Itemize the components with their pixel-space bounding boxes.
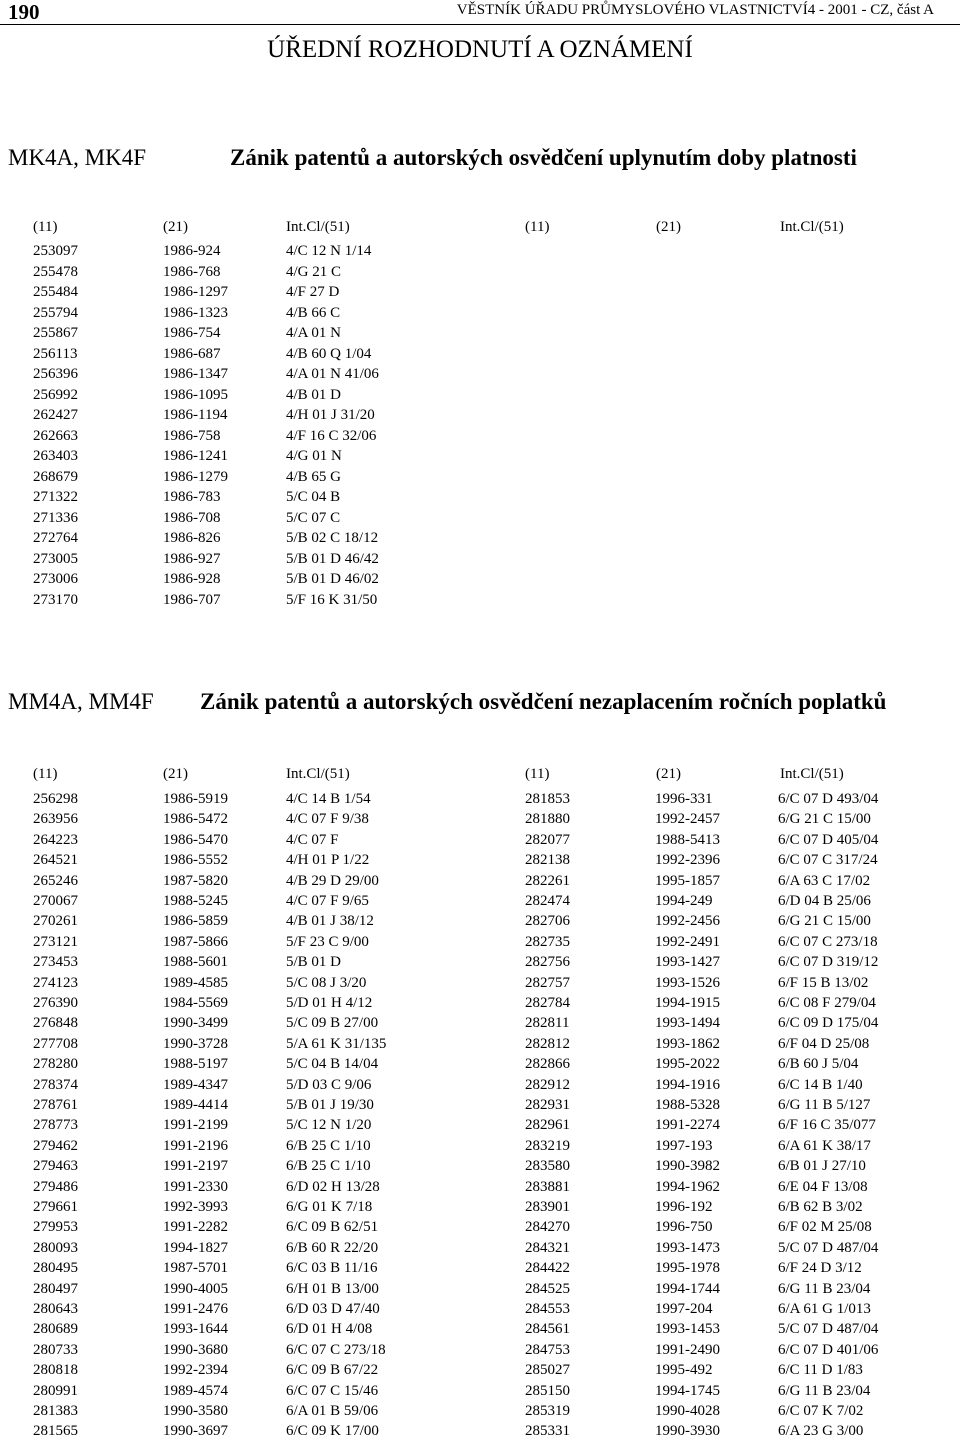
classification: 4/C 07 F 9/65 [286, 893, 369, 909]
classification: 6/C 09 K 17/00 [286, 1423, 379, 1440]
classification: 6/C 07 C 317/24 [778, 852, 878, 869]
patent-number: 271336 [33, 509, 78, 526]
patent-number: 282812 [525, 1035, 570, 1052]
classification: 6/C 03 B 11/16 [286, 1260, 378, 1277]
application-number: 1991-2274 [655, 1117, 720, 1134]
classification: 4/B 01 D [286, 386, 342, 403]
patent-number: 273121 [33, 933, 78, 950]
patent-number: 264521 [33, 852, 78, 869]
classification: 4/G 01 N [286, 448, 342, 464]
patent-number: 276390 [33, 995, 78, 1011]
application-number: 1990-3697 [163, 1423, 228, 1440]
patent-number: 278761 [33, 1097, 78, 1113]
patent-number: 253097 [33, 243, 78, 259]
classification: 6/C 07 D 493/04 [778, 791, 879, 807]
application-number: 1986-783 [163, 489, 221, 505]
application-number: 1995-1978 [655, 1260, 720, 1277]
patent-number: 282912 [525, 1076, 570, 1093]
application-number: 1993-1427 [655, 954, 720, 971]
patent-number: 278374 [33, 1076, 78, 1093]
patent-number: 273453 [33, 954, 78, 971]
application-number: 1986-5552 [163, 852, 228, 869]
patent-number: 285150 [525, 1382, 570, 1399]
patent-number: 263403 [33, 448, 78, 464]
classification: 4/H 01 P 1/22 [286, 852, 370, 869]
classification: 5/F 23 C 9/00 [286, 933, 369, 950]
patent-number: 283219 [525, 1137, 570, 1154]
classification: 4/B 29 D 29/00 [286, 872, 379, 889]
patent-number: 282757 [525, 974, 570, 991]
section2-left-header-11: (11) [33, 766, 58, 782]
patent-number: 255794 [33, 304, 78, 321]
classification: 5/C 04 B [286, 489, 341, 505]
classification: 6/C 09 B 62/51 [286, 1219, 379, 1236]
classification: 6/H 01 B 13/00 [286, 1280, 379, 1297]
patent-number: 282474 [525, 893, 570, 909]
application-number: 1994-1915 [655, 995, 720, 1011]
patent-number: 282931 [525, 1097, 570, 1113]
application-number: 1989-4585 [163, 974, 228, 991]
application-number: 1993-1526 [655, 974, 720, 991]
classification: 6/F 02 M 25/08 [778, 1219, 872, 1236]
application-number: 1989-4414 [163, 1097, 228, 1113]
patent-number: 255484 [33, 284, 78, 300]
classification: 6/B 60 J 5/04 [778, 1056, 859, 1073]
page-header [0, 0, 960, 24]
application-number: 1986-1194 [163, 407, 228, 423]
patent-number: 268679 [33, 468, 78, 485]
application-number: 1987-5866 [163, 933, 228, 950]
application-number: 1986-5470 [163, 831, 228, 848]
patent-number: 282811 [525, 1015, 570, 1032]
patent-number: 281565 [33, 1423, 78, 1440]
classification: 4/H 01 J 31/20 [286, 407, 375, 423]
classification: 6/F 16 C 35/077 [778, 1117, 876, 1134]
application-number: 1994-1745 [655, 1382, 720, 1399]
section2-left-header-51: Int.Cl/(51) [286, 766, 350, 782]
classification: 6/C 09 D 175/04 [778, 1015, 879, 1032]
classification: 6/A 61 K 38/17 [778, 1137, 871, 1154]
application-number: 1992-2457 [655, 811, 720, 828]
patent-number: 277708 [33, 1035, 78, 1052]
patent-number: 282784 [525, 995, 570, 1011]
classification: 5/F 16 K 31/50 [286, 591, 378, 608]
application-number: 1986-708 [163, 509, 221, 526]
application-number: 1990-3930 [655, 1423, 720, 1440]
patent-number: 281383 [33, 1403, 78, 1419]
classification: 6/C 07 K 7/02 [778, 1403, 864, 1419]
classification: 6/G 21 C 15/00 [778, 913, 871, 930]
classification: 6/B 62 B 3/02 [778, 1199, 863, 1215]
application-number: 1994-249 [655, 893, 713, 909]
patent-number: 274123 [33, 974, 78, 991]
application-number: 1992-2456 [655, 913, 720, 930]
classification: 6/B 60 R 22/20 [286, 1239, 379, 1256]
application-number: 1986-924 [163, 243, 221, 259]
section2-title: Zánik patentů a autorských osvědčení nezaplacením ročních poplatků [200, 689, 887, 714]
patent-number: 270261 [33, 913, 78, 930]
patent-number: 262427 [33, 407, 78, 423]
application-number: 1986-707 [163, 591, 221, 608]
classification: 6/G 21 C 15/00 [778, 811, 871, 828]
classification: 6/F 15 B 13/02 [778, 974, 869, 991]
application-number: 1986-758 [163, 427, 221, 444]
patent-number: 255867 [33, 325, 78, 341]
application-number: 1986-768 [163, 263, 221, 280]
classification: 6/A 61 G 1/013 [778, 1301, 871, 1317]
application-number: 1987-5820 [163, 872, 228, 889]
classification: 5/B 01 D 46/02 [286, 571, 379, 587]
patent-number: 279486 [33, 1178, 78, 1195]
application-number: 1995-2022 [655, 1056, 720, 1073]
application-number: 1994-1916 [655, 1076, 720, 1093]
patent-number: 281853 [525, 791, 570, 807]
section1-right-header-51: Int.Cl/(51) [780, 219, 844, 235]
section1-left-header-51: Int.Cl/(51) [286, 219, 350, 235]
patent-number: 282706 [525, 913, 570, 930]
patent-number: 270067 [33, 893, 78, 909]
section1-title: Zánik patentů a autorských osvědčení uplynutím doby platnosti [230, 145, 857, 170]
classification: 5/C 07 D 487/04 [778, 1321, 879, 1338]
application-number: 1988-5413 [655, 831, 720, 848]
patent-number: 280733 [33, 1341, 78, 1358]
patent-number: 284525 [525, 1280, 570, 1297]
classification: 5/C 08 J 3/20 [286, 974, 367, 991]
patent-number: 282138 [525, 852, 570, 869]
application-number: 1990-4028 [655, 1403, 720, 1419]
patent-number: 278773 [33, 1117, 78, 1134]
classification: 6/G 01 K 7/18 [286, 1199, 373, 1215]
patent-number: 255478 [33, 263, 78, 280]
patent-number: 264223 [33, 831, 78, 848]
application-number: 1986-1241 [163, 448, 228, 464]
patent-number: 280991 [33, 1382, 78, 1399]
classification: 6/C 07 C 273/18 [286, 1341, 386, 1358]
application-number: 1986-1347 [163, 366, 228, 382]
classification: 6/F 04 D 25/08 [778, 1035, 870, 1052]
application-number: 1986-5919 [163, 791, 228, 807]
application-number: 1995-492 [655, 1362, 713, 1379]
patent-number: 282261 [525, 872, 570, 889]
classification: 5/C 07 C [286, 509, 341, 526]
classification: 4/A 01 N 41/06 [286, 366, 379, 382]
patent-number: 280689 [33, 1321, 78, 1338]
application-number: 1986-687 [163, 345, 221, 362]
application-number: 1996-192 [655, 1199, 713, 1215]
classification: 6/A 63 C 17/02 [778, 872, 871, 889]
application-number: 1992-2394 [163, 1362, 228, 1379]
application-number: 1991-2196 [163, 1137, 228, 1154]
classification: 6/C 07 D 401/06 [778, 1341, 879, 1358]
application-number: 1989-4347 [163, 1076, 228, 1093]
classification: 5/D 03 C 9/06 [286, 1076, 372, 1093]
classification: 6/B 25 C 1/10 [286, 1137, 371, 1154]
classification: 4/F 16 C 32/06 [286, 427, 377, 444]
page-number: 190 [8, 0, 40, 24]
patent-number: 271322 [33, 489, 78, 505]
patent-number: 284422 [525, 1260, 570, 1277]
classification: 5/A 61 K 31/135 [286, 1035, 387, 1052]
application-number: 1993-1494 [655, 1015, 720, 1032]
patent-number: 262663 [33, 427, 78, 444]
classification: 6/F 24 D 3/12 [778, 1260, 862, 1277]
patent-number: 285319 [525, 1403, 570, 1419]
patent-number: 284321 [525, 1239, 570, 1256]
application-number: 1984-5569 [163, 995, 228, 1011]
section2-right-header-51: Int.Cl/(51) [780, 766, 844, 782]
classification: 5/B 01 D [286, 954, 342, 971]
patent-number: 280643 [33, 1301, 78, 1317]
application-number: 1993-1453 [655, 1321, 720, 1338]
application-number: 1986-928 [163, 571, 221, 587]
application-number: 1991-2282 [163, 1219, 228, 1236]
classification: 6/D 02 H 13/28 [286, 1178, 380, 1195]
classification: 5/D 01 H 4/12 [286, 995, 373, 1011]
patent-number: 280497 [33, 1280, 78, 1297]
application-number: 1986-826 [163, 530, 221, 546]
patent-number: 256298 [33, 791, 78, 807]
application-number: 1993-1473 [655, 1239, 720, 1256]
patent-number: 282961 [525, 1117, 570, 1134]
patent-number: 282077 [525, 831, 570, 848]
application-number: 1990-4005 [163, 1280, 228, 1297]
classification: 5/B 02 C 18/12 [286, 530, 379, 546]
application-number: 1986-5859 [163, 913, 228, 930]
classification: 4/C 14 B 1/54 [286, 791, 371, 807]
patent-number: 256992 [33, 386, 78, 403]
section1-code: MK4A, MK4F [8, 145, 147, 170]
patent-number: 263956 [33, 811, 78, 828]
application-number: 1988-5197 [163, 1056, 228, 1073]
patent-number: 285331 [525, 1423, 570, 1440]
application-number: 1992-3993 [163, 1199, 228, 1215]
patent-number: 282866 [525, 1056, 570, 1073]
application-number: 1997-193 [655, 1137, 713, 1154]
classification: 5/C 09 B 27/00 [286, 1015, 379, 1032]
application-number: 1989-4574 [163, 1382, 228, 1399]
classification: 4/B 60 Q 1/04 [286, 345, 372, 362]
classification: 4/B 65 G [286, 468, 342, 485]
classification: 6/B 25 C 1/10 [286, 1158, 371, 1175]
application-number: 1987-5701 [163, 1260, 228, 1277]
application-number: 1988-5245 [163, 893, 228, 909]
patent-number: 278280 [33, 1056, 78, 1073]
patent-number: 276848 [33, 1015, 78, 1032]
patent-number: 272764 [33, 530, 78, 546]
application-number: 1993-1644 [163, 1321, 228, 1338]
classification: 5/C 04 B 14/04 [286, 1056, 379, 1073]
classification: 5/C 07 D 487/04 [778, 1239, 879, 1256]
journal-title: VĚSTNÍK ÚŘADU PRŮMYSLOVÉHO VLASTNICTVÍ4 - 2001 - CZ, část A [456, 2, 934, 18]
classification: 6/E 04 F 13/08 [778, 1178, 868, 1195]
application-number: 1986-1095 [163, 386, 228, 403]
section1-right-header-21: (21) [656, 219, 681, 235]
classification: 4/C 07 F 9/38 [286, 811, 369, 828]
application-number: 1993-1862 [655, 1035, 720, 1052]
patent-number: 284561 [525, 1321, 570, 1338]
application-number: 1990-3499 [163, 1015, 228, 1032]
section1-left-header-11: (11) [33, 219, 58, 235]
classification: 6/C 07 C 15/46 [286, 1382, 379, 1399]
patent-number: 279463 [33, 1158, 78, 1175]
section1-right-header-11: (11) [525, 219, 550, 235]
classification: 6/G 11 B 23/04 [778, 1280, 871, 1297]
application-number: 1986-754 [163, 325, 221, 341]
application-number: 1991-2330 [163, 1178, 228, 1195]
application-number: 1991-2199 [163, 1117, 228, 1134]
classification: 4/G 21 C [286, 263, 342, 280]
classification: 6/D 01 H 4/08 [286, 1321, 373, 1338]
application-number: 1988-5328 [655, 1097, 720, 1113]
classification: 6/D 04 B 25/06 [778, 893, 871, 909]
classification: 6/C 08 F 279/04 [778, 995, 876, 1011]
patent-number: 281880 [525, 811, 570, 828]
application-number: 1991-2197 [163, 1158, 228, 1175]
patent-number: 273005 [33, 550, 78, 567]
classification: 6/G 11 B 5/127 [778, 1097, 871, 1113]
section1-left-header-21: (21) [163, 219, 188, 235]
classification: 6/G 11 B 23/04 [778, 1382, 871, 1399]
patent-number: 284270 [525, 1219, 570, 1236]
classification: 4/C 07 F [286, 831, 339, 848]
application-number: 1991-2476 [163, 1301, 228, 1317]
patent-number: 283881 [525, 1178, 570, 1195]
classification: 4/B 66 C [286, 304, 341, 321]
patent-number: 280818 [33, 1362, 78, 1379]
application-number: 1997-204 [655, 1301, 713, 1317]
classification: 5/B 01 D 46/42 [286, 550, 379, 567]
classification: 4/F 27 D [286, 284, 340, 300]
application-number: 1986-5472 [163, 811, 228, 828]
application-number: 1994-1827 [163, 1239, 228, 1256]
classification: 6/C 07 C 273/18 [778, 933, 878, 950]
application-number: 1990-3728 [163, 1035, 228, 1052]
classification: 4/C 12 N 1/14 [286, 243, 372, 259]
patent-number: 284553 [525, 1301, 570, 1317]
classification: 6/A 23 G 3/00 [778, 1423, 864, 1440]
patent-number: 273170 [33, 591, 78, 608]
patent-number: 265246 [33, 872, 78, 889]
classification: 6/C 14 B 1/40 [778, 1076, 863, 1093]
section2-left-header-21: (21) [163, 766, 188, 782]
patent-number: 284753 [525, 1341, 570, 1358]
main-title: ÚŘEDNÍ ROZHODNUTÍ A OZNÁMENÍ [267, 36, 693, 63]
application-number: 1986-927 [163, 550, 221, 567]
application-number: 1994-1962 [655, 1178, 720, 1195]
application-number: 1995-1857 [655, 872, 720, 889]
patent-number: 256113 [33, 345, 78, 362]
application-number: 1986-1297 [163, 284, 228, 300]
application-number: 1992-2491 [655, 933, 720, 950]
patent-number: 282735 [525, 933, 570, 950]
patent-number: 280093 [33, 1239, 78, 1256]
classification: 6/B 01 J 27/10 [778, 1158, 866, 1175]
classification: 4/B 01 J 38/12 [286, 913, 374, 930]
application-number: 1986-1279 [163, 468, 228, 485]
application-number: 1991-2490 [655, 1341, 720, 1358]
classification: 6/C 11 D 1/83 [778, 1362, 863, 1379]
application-number: 1990-3982 [655, 1158, 720, 1175]
section2-right-header-21: (21) [656, 766, 681, 782]
classification: 6/A 01 B 59/06 [286, 1403, 379, 1419]
classification: 5/C 12 N 1/20 [286, 1117, 372, 1134]
patent-number: 283901 [525, 1199, 570, 1215]
patent-number: 283580 [525, 1158, 570, 1175]
patent-number: 279953 [33, 1219, 78, 1236]
application-number: 1990-3680 [163, 1341, 228, 1358]
classification: 6/C 09 B 67/22 [286, 1362, 379, 1379]
patent-number: 282756 [525, 954, 570, 971]
application-number: 1996-331 [655, 791, 713, 807]
patent-number: 285027 [525, 1362, 570, 1379]
application-number: 1994-1744 [655, 1280, 720, 1297]
application-number: 1988-5601 [163, 954, 228, 971]
section2-right-header-11: (11) [525, 766, 550, 782]
classification: 5/B 01 J 19/30 [286, 1097, 374, 1113]
patent-number: 279661 [33, 1199, 78, 1215]
application-number: 1992-2396 [655, 852, 720, 869]
application-number: 1996-750 [655, 1219, 713, 1236]
classification: 4/A 01 N [286, 325, 342, 341]
patent-number: 256396 [33, 366, 78, 382]
application-number: 1986-1323 [163, 304, 228, 321]
patent-number: 280495 [33, 1260, 78, 1277]
classification: 6/C 07 D 319/12 [778, 954, 879, 971]
patent-number: 273006 [33, 571, 78, 587]
section2-code: MM4A, MM4F [8, 689, 154, 714]
patent-number: 279462 [33, 1137, 78, 1154]
classification: 6/D 03 D 47/40 [286, 1301, 380, 1317]
classification: 6/C 07 D 405/04 [778, 831, 879, 848]
application-number: 1990-3580 [163, 1403, 228, 1419]
header-rule [0, 24, 960, 25]
